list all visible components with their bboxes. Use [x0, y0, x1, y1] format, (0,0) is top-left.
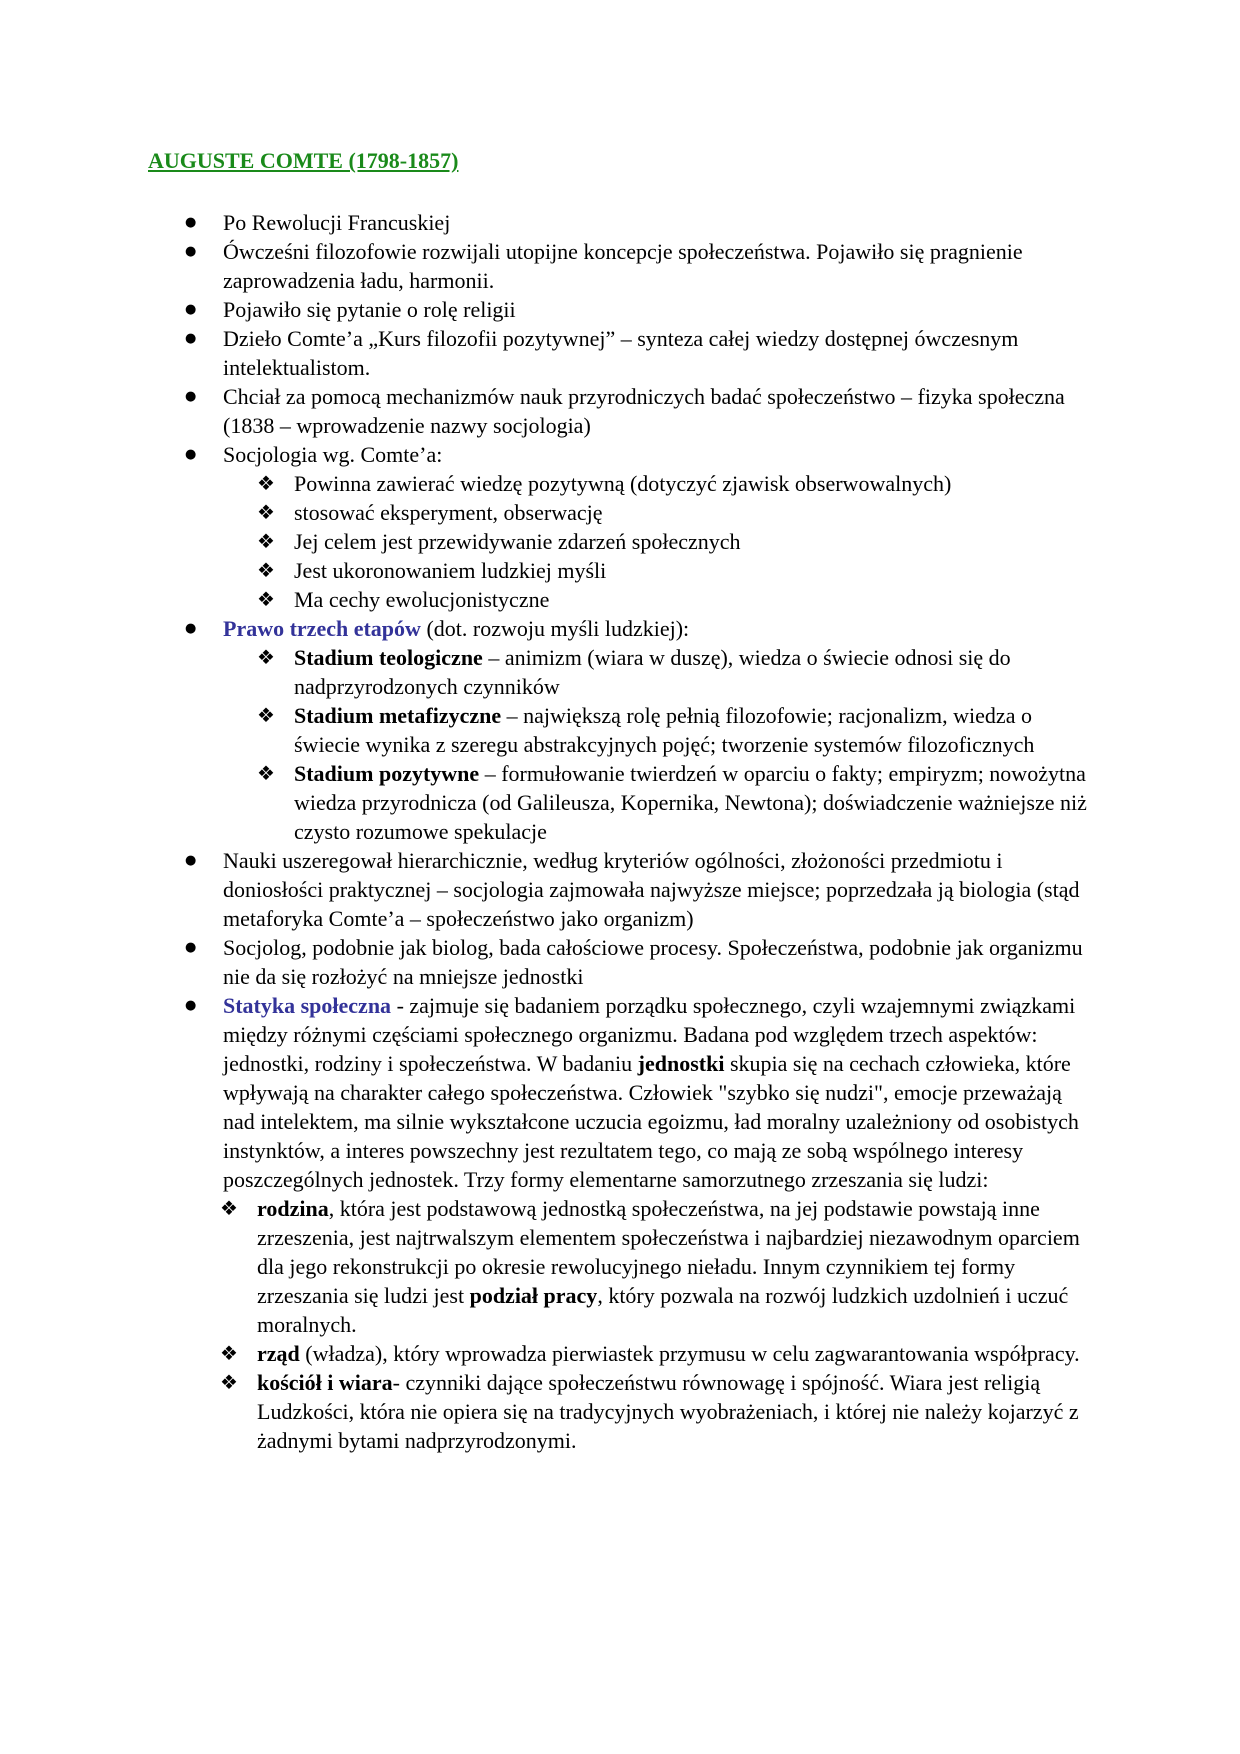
list-item: ● Ówcześni filozofowie rozwijali utopijne koncepcje społeczeństwa. Pojawiło się pragnienie zaprowadzenia ładu, harmonii. — [182, 237, 1097, 295]
stage-text: – formułowanie twierdzeń w oparciu o fakty; empiryzm; nowożytna wiedza przyrodnicza (od Galileusza, Kopernika, Newtona); doświadczenie ważniejsze niż czysto rozumowe spekulacje — [294, 761, 1087, 844]
bold-term: podział pracy — [469, 1283, 598, 1308]
stage-text: – największą rolę pełnią filozofowie; racjonalizm, wiedza o świecie wynika z szeregu abstrakcyjnych pojęć; tworzenie systemów filozoficznych — [294, 703, 1035, 757]
stage-name: Stadium teologiczne — [294, 645, 483, 670]
sub-list-item: ❖ Jest ukoronowaniem ludzkiej myśli — [257, 556, 1097, 585]
stage-text: – animizm (wiara w duszę), wiedza o świecie odnosi się do nadprzyrodzonych czynników — [294, 645, 1011, 699]
bold-term: rząd — [257, 1341, 300, 1366]
sub-list-item: ❖ Ma cechy ewolucjonistyczne — [257, 585, 1097, 614]
list-item: ● Chciał za pomocą mechanizmów nauk przyrodniczych badać społeczeństwo – fizyka społeczna (1838 – wprowadzenie nazwy socjologia) — [182, 382, 1097, 440]
list-item: ● Dzieło Comte’a „Kurs filozofii pozytywnej” – synteza całej wiedzy dostępnej ówczesnym intelektualistom. — [182, 324, 1097, 382]
list-item: ● Pojawiło się pytanie o rolę religii — [182, 295, 1097, 324]
forms-list — [220, 1194, 1097, 1455]
paragraph-text: - zajmuje się badaniem porządku społecznego, czyli wzajemnymi związkami między różnymi częściami społecznego organizmu. Badana pod względem trzech aspektów: jednostki, rodziny i społeczeństwa. W badaniu — [223, 993, 1076, 1076]
sub-list-item — [220, 1368, 1097, 1455]
section-heading: Statyka społeczna — [223, 993, 392, 1018]
paragraph-text: , który pozwala na rozwój ludzkich uzdolnień i uczuć moralnych. — [257, 1283, 1069, 1337]
stage-name: Stadium pozytywne — [294, 761, 480, 786]
sub-list-item: ❖ stosować eksperyment, obserwację — [257, 498, 1097, 527]
list-item: ● Po Rewolucji Francuskiej — [182, 208, 1097, 237]
paragraph-text: skupia się na cechach człowieka, które wpływają na charakter całego społeczeństwa. Człowiek "szybko się nudzi", emocje przeważają nad intelektem, ma silnie wykształcone uczucia egoizmu, ład moralny uzależniony od osobistych instynktów, a interes powszechny jest rezultatem tego, co mają ze sobą wspólnego interesy poszczególnych jednostek. Trzy formy elementarne samorzutnego zrzeszania się ludzi: — [223, 1051, 1079, 1192]
list-item — [182, 991, 1097, 1455]
bold-term: jednostki — [637, 1051, 725, 1076]
list-item: ● Nauki uszeregował hierarchicznie, według kryteriów ogólności, złożoności przedmiotu i doniosłości praktycznej – socjologia zajmowała najwyższe miejsce; poprzedzała ją biologia (stąd metaforyka Comte’a – społeczeństwo jako organizm) — [182, 846, 1097, 933]
list-item-text: (dot. rozwoju myśli ludzkiej): — [420, 616, 690, 641]
stages-list — [257, 643, 1097, 846]
section-heading: Prawo trzech etapów — [223, 616, 421, 641]
sub-list-item — [220, 1339, 1097, 1368]
paragraph-text: , która jest podstawową jednostką społeczeństwa, na jej podstawie powstają inne zrzeszenia, jest najtrwalszym elementem społeczeństwa i najbardziej niezawodnym oparciem dla jego rekonstrukcji po okresie rewolucyjnego nieładu. Innym czynnikiem tej formy zrzeszania się ludzi jest — [257, 1196, 1080, 1308]
stage-name: Stadium metafizyczne — [294, 703, 502, 728]
document-body — [182, 208, 1097, 1455]
bold-term: rodzina — [257, 1196, 329, 1221]
list-item — [182, 440, 1097, 614]
sub-list-item — [220, 1194, 1097, 1339]
sub-list-item: ❖ Powinna zawierać wiedzę pozytywną (dotyczyć zjawisk obserwowalnych) — [257, 469, 1097, 498]
paragraph-text: - czynniki dające społeczeństwu równowagę i spójność. Wiara jest religią Ludzkości, która nie opiera się na tradycyjnych wyobrażeniach, i której nie należy kojarzyć z żadnymi bytami nadprzyrodzonymi. — [257, 1370, 1079, 1453]
list-item-text: Socjologia wg. Comte’a: — [223, 442, 443, 467]
sub-list-item — [257, 759, 1097, 846]
bold-term: kościół i wiara — [257, 1370, 393, 1395]
list-item: ● Socjolog, podobnie jak biolog, bada całościowe procesy. Społeczeństwa, podobnie jak organizmu nie da się rozłożyć na mniejsze jednostki — [182, 933, 1097, 991]
main-bullet-list — [182, 208, 1097, 1455]
sub-list-item — [257, 643, 1097, 701]
paragraph-text: (władza), który wprowadza pierwiastek przymusu w celu zagwarantowania współpracy. — [299, 1341, 1080, 1366]
sub-list-item: ❖ Jej celem jest przewidywanie zdarzeń społecznych — [257, 527, 1097, 556]
list-item — [182, 614, 1097, 846]
page-title: AUGUSTE COMTE (1798-1857) — [148, 148, 459, 173]
sub-list — [257, 469, 1097, 614]
sub-list-item — [257, 701, 1097, 759]
